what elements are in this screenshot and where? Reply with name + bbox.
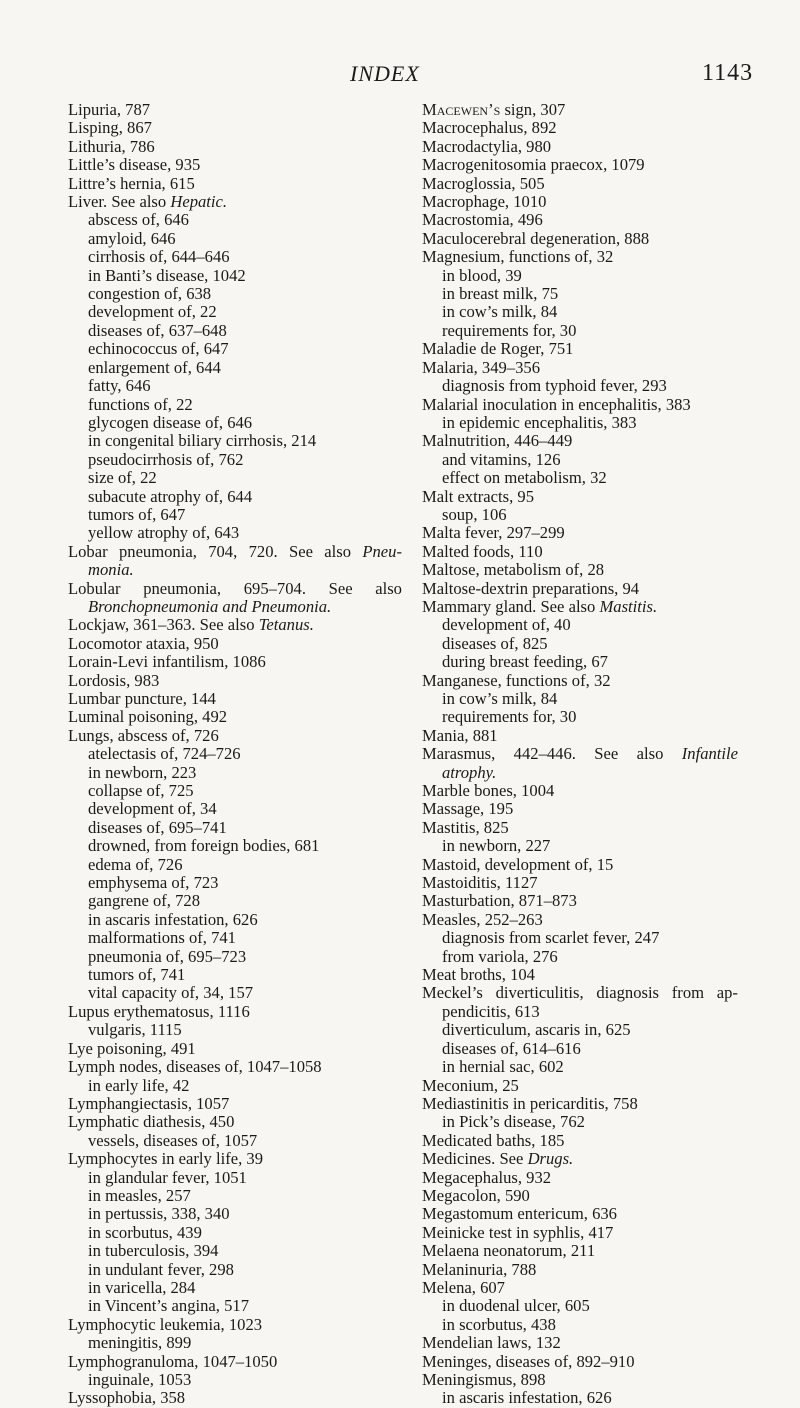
index-subentry: functions of, 22 (88, 394, 193, 414)
index-column-right (422, 101, 738, 1408)
index-subentry: tumors of, 647 (88, 504, 186, 524)
index-subentry: diagnosis from typhoid fever, 293 (442, 376, 667, 396)
index-subentry: monia. (88, 560, 134, 580)
index-subentry: pendicitis, 613 (442, 1001, 540, 1021)
index-subentry: atrophy. (442, 762, 497, 782)
index-entry: Littre’s hernia, 615 (68, 173, 195, 193)
index-entry: Lye poisoning, 491 (68, 1038, 196, 1058)
index-subentry: congestion of, 638 (88, 284, 212, 304)
index-entry: Macrodactylia, 980 (422, 136, 552, 156)
index-subentry: in ascaris infestation, 626 (442, 1388, 612, 1408)
index-entry: Mastoid, development of, 15 (422, 854, 614, 874)
index-subentry: size of, 22 (88, 468, 157, 488)
index-subentry: yellow atrophy of, 643 (88, 523, 240, 543)
index-subentry: diseases of, 614–616 (442, 1038, 581, 1058)
index-subentry: in duodenal ulcer, 605 (442, 1296, 590, 1316)
index-entry: Liver. See also Hepatic. (68, 192, 228, 212)
index-subentry: diagnosis from scarlet fever, 247 (442, 928, 660, 948)
index-entry: Melaninuria, 788 (422, 1259, 537, 1279)
index-subentry: glycogen disease of, 646 (88, 412, 253, 432)
index-subentry: abscess of, 646 (88, 210, 189, 230)
page-title: INDEX (350, 61, 420, 86)
index-subentry: inguinale, 1053 (88, 1370, 192, 1389)
running-header (0, 58, 800, 88)
index-subentry: development of, 22 (88, 302, 217, 322)
index-entry: Lumbar puncture, 144 (68, 688, 216, 708)
index-entry: Maltose, metabolism of, 28 (422, 560, 605, 580)
index-entry: Macrocephalus, 892 (422, 118, 557, 138)
index-subentry: vulgaris, 1115 (88, 1020, 182, 1040)
index-entry: Macewen’s sign, 307 (422, 100, 566, 119)
index-entry: Meinicke test in syphlis, 417 (422, 1222, 614, 1242)
index-entry: Mastitis, 825 (422, 817, 509, 837)
index-subentry: vessels, diseases of, 1057 (88, 1130, 258, 1150)
index-subentry: in pertussis, 338, 340 (88, 1204, 230, 1224)
index-entry: Meningismus, 898 (422, 1370, 546, 1389)
index-entry: Meconium, 25 (422, 1075, 519, 1095)
index-column-left (68, 101, 402, 1408)
index-subentry: in hernial sac, 602 (442, 1057, 564, 1077)
index-entry: Lymph nodes, diseases of, 1047–1058 (68, 1057, 322, 1077)
index-entry: Lymphangiectasis, 1057 (68, 1093, 230, 1113)
index-subentry: collapse of, 725 (88, 781, 194, 800)
index-entry: Mammary gland. See also Mastitis. (422, 596, 658, 616)
index-subentry: atelectasis of, 724–726 (88, 744, 241, 764)
index-subentry: in Banti’s disease, 1042 (88, 265, 246, 285)
index-entry: Maladie de Roger, 751 (422, 339, 574, 359)
index-subentry: diseases of, 825 (442, 633, 548, 653)
index-subentry: in early life, 42 (88, 1075, 190, 1095)
index-entry: Manganese, functions of, 32 (422, 670, 611, 690)
index-entry: Lymphocytes in early life, 39 (68, 1149, 263, 1169)
index-entry: Masturbation, 871–873 (422, 891, 577, 911)
index-entry: Mastoiditis, 1127 (422, 873, 538, 893)
index-subentry: effect on metabolism, 32 (442, 468, 607, 488)
index-subentry: development of, 34 (88, 799, 217, 819)
index-entry: Malt extracts, 95 (422, 486, 534, 506)
index-entry: Marasmus, 442–446. See also Infantile (422, 745, 738, 764)
index-subentry: in scorbutus, 438 (442, 1314, 556, 1334)
index-subentry: fatty, 646 (88, 376, 151, 396)
index-entry: Mendelian laws, 132 (422, 1333, 561, 1353)
index-entry: Lisping, 867 (68, 118, 152, 138)
index-subentry: in cow’s milk, 84 (442, 302, 558, 322)
index-entry: Macrostomia, 496 (422, 210, 543, 230)
index-subentry: development of, 40 (442, 615, 571, 635)
index-subentry: in tuberculosis, 394 (88, 1241, 219, 1261)
index-entry: Mania, 881 (422, 725, 498, 745)
index-subentry: from variola, 276 (442, 946, 558, 966)
index-subentry: diseases of, 637–648 (88, 320, 227, 340)
index-entry: Mediastinitis in pericarditis, 758 (422, 1093, 638, 1113)
index-subentry: subacute atrophy of, 644 (88, 486, 253, 506)
index-entry: Lobar pneumonia, 704, 720. See also Pneu- (68, 542, 402, 561)
index-subentry: in ascaris infestation, 626 (88, 909, 258, 929)
index-entry: Lorain-Levi infantilism, 1086 (68, 652, 266, 672)
index-subentry: soup, 106 (442, 504, 507, 524)
index-entry: Lymphatic diathesis, 450 (68, 1112, 235, 1132)
index-subentry: diseases of, 695–741 (88, 817, 227, 837)
index-entry: Macroglossia, 505 (422, 173, 545, 193)
index-subentry: cirrhosis of, 644–646 (88, 247, 230, 267)
index-entry: Lipuria, 787 (68, 100, 151, 119)
index-entry: Meat broths, 104 (422, 965, 535, 985)
index-entry: Lungs, abscess of, 726 (68, 725, 219, 745)
index-subentry: in congenital biliary cirrhosis, 214 (88, 431, 317, 451)
index-entry: Meckel’s diverticulitis, diagnosis from ap- (422, 984, 738, 1003)
index-entry: Medicated baths, 185 (422, 1130, 565, 1150)
index-subentry: in newborn, 223 (88, 762, 197, 782)
index-entry: Lyssophobia, 358 (68, 1388, 186, 1408)
page-number: 1143 (702, 60, 754, 86)
index-entry: Malnutrition, 446–449 (422, 431, 573, 451)
index-subentry: requirements for, 30 (442, 320, 577, 340)
index-subentry: pneumonia of, 695–723 (88, 946, 247, 966)
index-subentry: meningitis, 899 (88, 1333, 192, 1353)
index-subentry: and vitamins, 126 (442, 449, 561, 469)
index-entry: Lithuria, 786 (68, 136, 155, 156)
index-entry: Marble bones, 1004 (422, 781, 555, 801)
index-entry: Lockjaw, 361–363. See also Tetanus. (68, 615, 314, 635)
index-entry: Medicines. See Drugs. (422, 1149, 574, 1169)
index-entry: Lupus erythematosus, 1116 (68, 1001, 250, 1021)
index-subentry: in undulant fever, 298 (88, 1259, 234, 1279)
index-entry: Malta fever, 297–299 (422, 523, 565, 543)
index-subentry: amyloid, 646 (88, 228, 176, 248)
index-subentry: in measles, 257 (88, 1185, 191, 1205)
index-subentry: diverticulum, ascaris in, 625 (442, 1020, 631, 1040)
index-subentry: Bronchopneumonia and Pneumonia. (88, 596, 332, 616)
index-subentry: malformations of, 741 (88, 928, 236, 948)
index-subentry: emphysema of, 723 (88, 873, 219, 893)
index-entry: Lymphogranuloma, 1047–1050 (68, 1351, 278, 1371)
index-entry: Melena, 607 (422, 1277, 505, 1297)
index-subentry: in Pick’s disease, 762 (442, 1112, 585, 1132)
index-entry: Lobular pneumonia, 695–704. See also (68, 579, 402, 598)
index-subentry: tumors of, 741 (88, 965, 186, 985)
index-subentry: requirements for, 30 (442, 707, 577, 727)
index-subentry: in glandular fever, 1051 (88, 1167, 247, 1187)
index-subentry: in blood, 39 (442, 265, 522, 285)
index-entry: Maculocerebral degeneration, 888 (422, 228, 650, 248)
index-entry: Melaena neonatorum, 211 (422, 1241, 596, 1261)
index-entry: Magnesium, functions of, 32 (422, 247, 614, 267)
index-entry: Macrogenitosomia praecox, 1079 (422, 155, 645, 175)
index-subentry: drowned, from foreign bodies, 681 (88, 836, 320, 856)
index-subentry: in scorbutus, 439 (88, 1222, 202, 1242)
index-entry: Massage, 195 (422, 799, 514, 819)
index-entry: Megastomum entericum, 636 (422, 1204, 617, 1224)
index-subentry: in newborn, 227 (442, 836, 551, 856)
index-entry: Lymphocytic leukemia, 1023 (68, 1314, 263, 1334)
index-entry: Luminal poisoning, 492 (68, 707, 228, 727)
index-subentry: in cow’s milk, 84 (442, 689, 558, 708)
index-entry: Meninges, diseases of, 892–910 (422, 1351, 635, 1371)
index-subentry: echinococcus of, 647 (88, 339, 229, 359)
index-entry: Lordosis, 983 (68, 670, 160, 690)
index-entry: Macrophage, 1010 (422, 192, 547, 212)
index-subentry: in epidemic encephalitis, 383 (442, 412, 637, 432)
index-subentry: in breast milk, 75 (442, 284, 559, 304)
index-entry: Maltose-dextrin preparations, 94 (422, 578, 640, 598)
index-entry: Little’s disease, 935 (68, 155, 201, 175)
index-subentry: edema of, 726 (88, 854, 183, 874)
index-entry: Locomotor ataxia, 950 (68, 633, 219, 653)
index-entry: Malaria, 349–356 (422, 357, 540, 377)
index-subentry: pseudocirrhosis of, 762 (88, 449, 244, 469)
index-entry: Megacolon, 590 (422, 1185, 530, 1205)
index-entry: Megacephalus, 932 (422, 1167, 552, 1187)
index-subentry: in varicella, 284 (88, 1277, 196, 1297)
index-subentry: enlargement of, 644 (88, 357, 221, 377)
index-subentry: in Vincent’s angina, 517 (88, 1296, 249, 1316)
index-subentry: gangrene of, 728 (88, 891, 200, 911)
index-entry: Malted foods, 110 (422, 541, 543, 561)
index-subentry: during breast feeding, 67 (442, 652, 608, 672)
index-entry: Malarial inoculation in encephalitis, 383 (422, 394, 691, 414)
index-subentry: vital capacity of, 34, 157 (88, 983, 254, 1003)
index-entry: Measles, 252–263 (422, 909, 543, 929)
